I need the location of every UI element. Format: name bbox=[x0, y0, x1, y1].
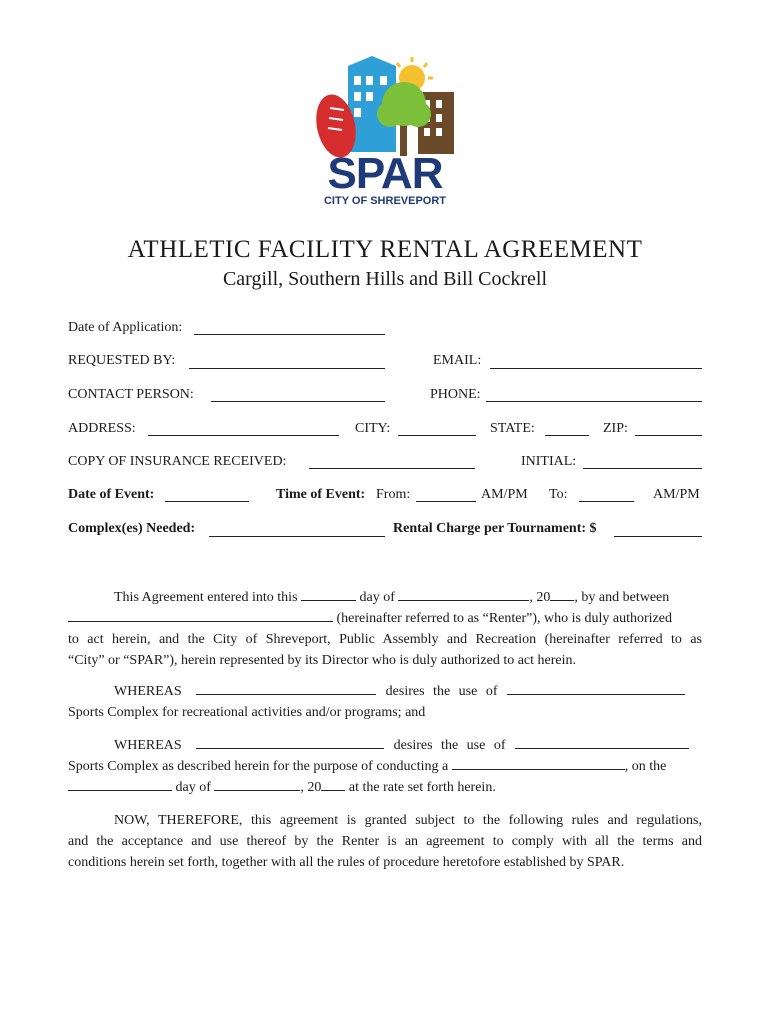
p4-text-c: conditions herein set forth, together with all the rules of procedure heretofore established by SPAR. bbox=[68, 855, 625, 870]
insurance-label: COPY OF INSURANCE RECEIVED: bbox=[68, 454, 287, 469]
w2-blank-party[interactable] bbox=[196, 736, 384, 749]
requested-by-field[interactable] bbox=[189, 368, 385, 369]
w2-text-e: day of bbox=[175, 780, 211, 795]
requested-by-label: REQUESTED BY: bbox=[68, 353, 176, 368]
whereas-paragraph-1 bbox=[68, 681, 702, 723]
initial-label: INITIAL: bbox=[521, 454, 577, 469]
w2-text-d: , on the bbox=[624, 759, 667, 774]
w2-blank-day[interactable] bbox=[68, 778, 172, 791]
p1-blank-month[interactable] bbox=[398, 588, 529, 601]
date-of-application-field[interactable] bbox=[194, 334, 385, 335]
p1-blank-renter[interactable] bbox=[68, 609, 333, 622]
email-field[interactable] bbox=[490, 368, 702, 369]
p1-text-a: This Agreement entered into this bbox=[114, 590, 298, 605]
w2-blank-year[interactable] bbox=[321, 778, 345, 791]
time-to-ampm: AM/PM bbox=[653, 487, 700, 502]
insurance-field[interactable] bbox=[309, 468, 475, 469]
w2-text-b: desires the use of bbox=[393, 738, 506, 753]
now-therefore-paragraph bbox=[68, 810, 702, 873]
spar-logo bbox=[300, 52, 470, 212]
date-of-application-label: Date of Application: bbox=[68, 320, 183, 335]
logo-wordmark: SPAR bbox=[327, 149, 443, 198]
time-to-label: To: bbox=[549, 487, 568, 502]
time-to-field[interactable] bbox=[579, 501, 634, 502]
rental-charge-label: Rental Charge per Tournament: $ bbox=[393, 521, 597, 536]
complexes-field[interactable] bbox=[209, 536, 385, 537]
address-label: ADDRESS: bbox=[68, 421, 136, 436]
contact-person-label: CONTACT PERSON: bbox=[68, 387, 194, 402]
date-of-event-field[interactable] bbox=[165, 501, 249, 502]
p1-text-g: “City” or “SPAR”), herein represented by its Director who is duly authorized to act herein. bbox=[68, 653, 577, 668]
time-from-label: From: bbox=[376, 487, 411, 502]
logo-subtitle: CITY OF SHREVEPORT bbox=[323, 195, 447, 207]
email-label: EMAIL: bbox=[433, 353, 482, 368]
date-of-event-label: Date of Event: bbox=[68, 487, 155, 502]
time-from-ampm: AM/PM bbox=[481, 487, 528, 502]
w1-blank-party[interactable] bbox=[196, 682, 376, 695]
p1-blank-year[interactable] bbox=[550, 588, 574, 601]
p1-blank-day[interactable] bbox=[301, 588, 356, 601]
initial-field[interactable] bbox=[583, 468, 702, 469]
p1-text-c: , 20 bbox=[529, 590, 551, 605]
p4-text-b: and the acceptance and use thereof by the Renter is an agreement to comply with all the terms and bbox=[68, 834, 702, 849]
p1-text-e: (hereinafter referred to as “Renter”), who is duly authorized bbox=[336, 611, 672, 626]
p4-text-a: NOW, THEREFORE, this agreement is granted subject to the following rules and regulations, bbox=[114, 813, 702, 828]
w2-text-f: , 20 bbox=[300, 780, 322, 795]
rental-charge-field[interactable] bbox=[614, 536, 702, 537]
city-label: CITY: bbox=[355, 421, 391, 436]
phone-field[interactable] bbox=[486, 401, 702, 402]
address-field[interactable] bbox=[148, 435, 339, 436]
p1-text-d: , by and between bbox=[574, 590, 670, 605]
p1-text-b: day of bbox=[359, 590, 395, 605]
zip-field[interactable] bbox=[635, 435, 702, 436]
p1-text-f: to act herein, and the City of Shreveport, Public Assembly and Recreation (hereinafter referred to as bbox=[68, 632, 702, 647]
w1-text-c: Sports Complex for recreational activities and/or programs; and bbox=[68, 705, 426, 720]
w2-text-g: at the rate set forth herein. bbox=[348, 780, 496, 795]
w2-blank-month[interactable] bbox=[214, 778, 300, 791]
document-subtitle: Cargill, Southern Hills and Bill Cockrell bbox=[222, 268, 548, 290]
document-title: ATHLETIC FACILITY RENTAL AGREEMENT bbox=[127, 236, 643, 263]
whereas-paragraph-2 bbox=[68, 735, 702, 798]
w1-text-b: desires the use of bbox=[385, 684, 498, 699]
zip-label: ZIP: bbox=[603, 421, 628, 436]
w2-text-a: WHEREAS bbox=[114, 738, 182, 753]
agreement-paragraph bbox=[68, 587, 702, 671]
time-from-field[interactable] bbox=[416, 501, 476, 502]
w1-blank-complex[interactable] bbox=[507, 682, 685, 695]
w2-blank-purpose[interactable] bbox=[452, 757, 625, 770]
time-of-event-label: Time of Event: bbox=[276, 487, 366, 502]
w1-text-a: WHEREAS bbox=[114, 684, 182, 699]
complexes-label: Complex(es) Needed: bbox=[68, 521, 196, 536]
w2-blank-complex[interactable] bbox=[515, 736, 689, 749]
state-label: STATE: bbox=[490, 421, 535, 436]
state-field[interactable] bbox=[545, 435, 589, 436]
city-field[interactable] bbox=[398, 435, 476, 436]
phone-label: PHONE: bbox=[430, 387, 481, 402]
w2-text-c: Sports Complex as described herein for the purpose of conducting a bbox=[68, 759, 449, 774]
contact-person-field[interactable] bbox=[211, 401, 385, 402]
